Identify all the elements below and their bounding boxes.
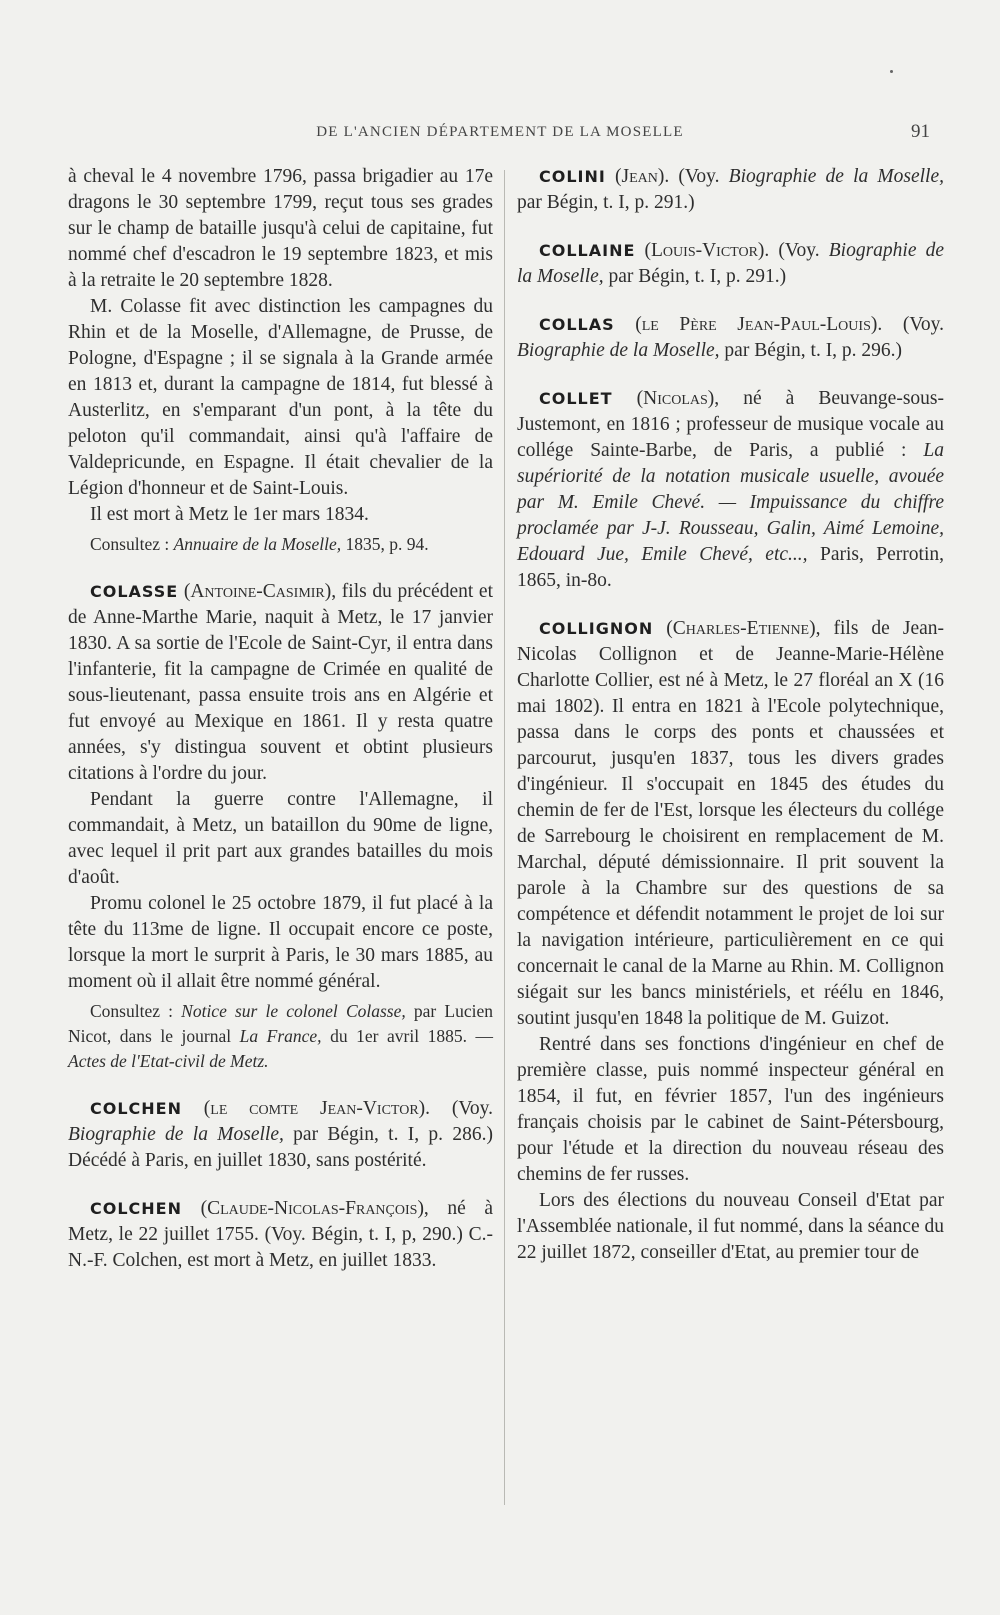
running-head: DE L'ANCIEN DÉPARTEMENT DE LA MOSELLE — [316, 124, 684, 140]
entry-name: COLCHEN — [90, 1199, 182, 1218]
column-divider — [504, 170, 505, 1505]
paragraph: Promu colonel le 25 octobre 1879, il fut placé à la tête du 113me de ligne. Il occupait encore ce poste, lorsque la mort le surprit à Paris, le 30 mars 1885, au moment où il allait être nommé général. — [68, 893, 493, 992]
paragraph: M. Colasse fit avec distinction les campagnes du Rhin et de la Moselle, d'Allemagne, de Prusse, de Pologne, d'Espagne ; il se signala à la Grande armée en 1813 et, durant la campagne de 1814, fut blessé à Austerlitz, en s'emparant d'un pont, à la tête du peloton qu'il commandait, ainsi qu'à l'affaire de Valdepricunde, en Espagne. Il était chevalier de la Légion d'honneur et de Saint-Louis. — [68, 296, 493, 499]
left-column — [68, 164, 493, 1274]
paragraph: Il est mort à Metz le 1er mars 1834. — [90, 504, 369, 525]
paragraph: Rentré dans ses fonctions d'ingénieur en chef de première classe, puis nommé inspecteur général en 1854, il fut, en février 1857, l'un des ingénieurs français choisis par le cabinet de Saint-Pétersbourg, pour l'étude et la direction du nouveau réseau des chemins de fer russes. — [517, 1034, 944, 1185]
entry-collaine: COLLAINE (Louis-Victor). (Voy. Biographie de la Moselle, par Bégin, t. I, p. 291.) — [517, 240, 945, 287]
entry-collignon: COLLIGNON (Charles-Etienne), fils de Jean-Nicolas Collignon et de Jeanne-Marie-Hélène Charlotte Collier, est né à Metz, le 27 floréal an X (16 mai 1802). Il entra en 1821 à l'Ecole polytechnique, passa dans le corps des ponts et chaussées et parcourut, jusqu'en 1837, tous les divers grades d'ingénieur. Il s'occupait en 1845 des études du chemin de fer de l'Est, lorsque les électeurs du collége de Sarrebourg le choisirent en remplacement de M. Marchal, député démissionnaire. Il prit souvent la parole à la Chambre sur des questions de sa compétence et défendit notamment le projet de loi sur la navigation intérieure, particulièrement en ce qui concernait le canal de la Marne au Rhin. M. Collignon siégait sur les bancs ministériels, et réélu en 1846, soutint jusqu'en 1848 la politique de M. Guizot. — [517, 618, 944, 1029]
entry-colchen-jean-victor: COLCHEN (le comte Jean-Victor). (Voy. Biographie de la Moselle, par Bégin, t. I, p. 286.) Décédé à Paris, en juillet 1830, sans postérité. — [68, 1098, 494, 1171]
page-header — [0, 121, 1000, 148]
paragraph: à cheval le 4 novembre 1796, passa brigadier au 17e dragons le 30 septembre 1799, reçut tous ses grades sur le champ de bataille jusqu'à celui de capitaine, fut nommé chef d'escadron le 19 septembre 1823, et mis à la retraite le 20 septembre 1828. — [68, 166, 493, 291]
entry-name: COLLAS — [539, 315, 615, 334]
paragraph: Pendant la guerre contre l'Allemagne, il commandait, à Metz, un bataillon du 90me de ligne, avec lequel il prit part aux grandes batailles du mois d'août. — [68, 789, 493, 888]
entry-colini: COLINI (Jean). (Voy. Biographie de la Moselle, par Bégin, t. I, p. 291.) — [517, 166, 945, 213]
entry-name: COLLAINE — [539, 241, 636, 260]
entry-name: COLLET — [539, 389, 613, 408]
entry-colchen-claude: COLCHEN (Claude-Nicolas-François), né à Metz, le 22 juillet 1755. (Voy. Bégin, t. I, p, 290.) C.-N.-F. Colchen, est mort à Metz, en juillet 1833. — [68, 1198, 494, 1271]
entry-name: COLLIGNON — [539, 619, 654, 638]
entry-collet: COLLET (Nicolas), né à Beuvange-sous-Justemont, en 1816 ; professeur de musique vocale au collége Sainte-Barbe, de Paris, a publié : La supériorité de la notation musicale usuelle, avouée par M. Emile Chevé. — Impuissance du chiffre proclamée par J-J. Rousseau, Galin, Aimé Lemoine, Edouard Jue, Emile Chevé, etc..., Paris, Perrotin, 1865, in-8o. — [517, 388, 945, 591]
entry-collas: COLLAS (le Père Jean-Paul-Louis). (Voy. Biographie de la Moselle, par Bégin, t. I, p. 296.) — [517, 314, 944, 361]
entry-name: COLINI — [539, 167, 606, 186]
reference-note: Consultez : Annuaire de la Moselle, 1835, p. 94. — [90, 534, 429, 554]
entry-name: COLASSE — [90, 582, 179, 601]
paragraph: Lors des élections du nouveau Conseil d'Etat par l'Assemblée nationale, il fut nommé, dans la séance du 22 juillet 1872, conseiller d'Etat, au premier tour de — [517, 1190, 944, 1263]
entry-name: COLCHEN — [90, 1099, 182, 1118]
ink-speck — [890, 70, 893, 73]
entry-colasse-antoine: COLASSE (Antoine-Casimir), fils du précédent et de Anne-Marthe Marie, naquit à Metz, le 17 janvier 1830. A sa sortie de l'Ecole de Saint-Cyr, il entra dans l'infanterie, fit la campagne de Crimée en qualité de sous-lieutenant, passa ensuite trois ans en Algérie et fut envoyé au Mexique en 1861. Il y resta quatre années, s'y distingua souvent et obtint plusieurs citations à l'ordre du jour. — [68, 581, 494, 784]
reference-note: Consultez : Notice sur le colonel Colasse, par Lucien Nicot, dans le journal La France, du 1er avril 1885. — Actes de l'Etat-civil de Metz. — [68, 1001, 493, 1071]
page-number: 91 — [911, 121, 930, 142]
right-column — [517, 164, 944, 1266]
